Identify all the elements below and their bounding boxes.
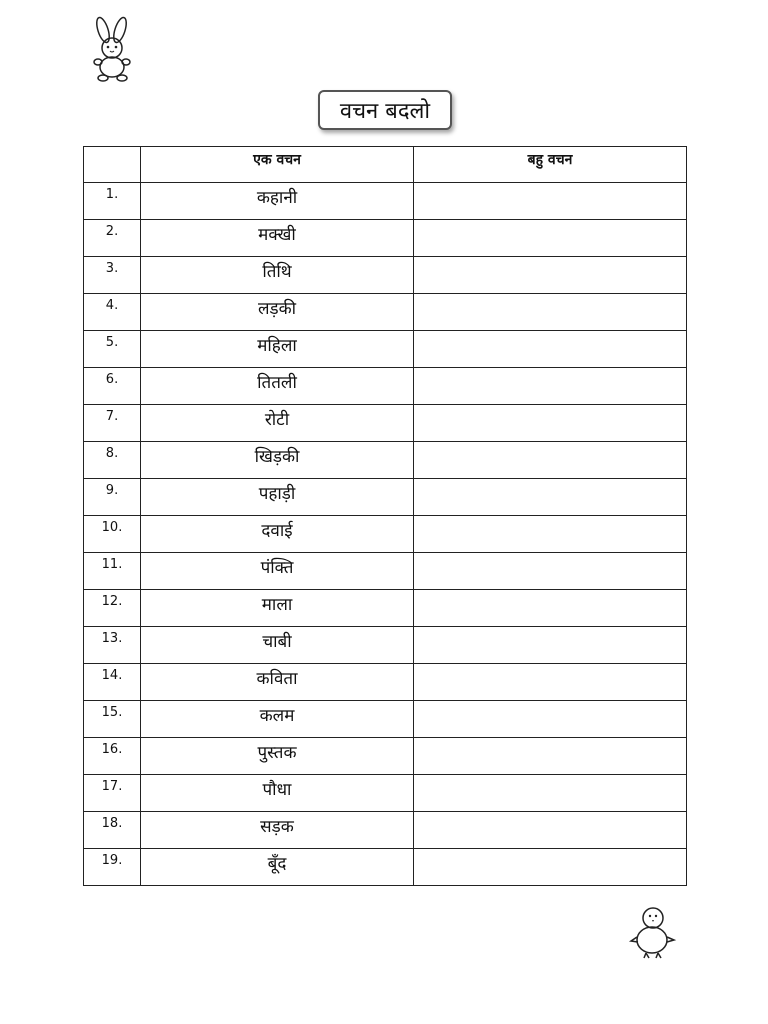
row-number: 1. bbox=[84, 183, 141, 220]
plural-answer-cell[interactable] bbox=[414, 405, 687, 442]
singular-word: रोटी bbox=[141, 405, 414, 442]
singular-word: पुस्तक bbox=[141, 738, 414, 775]
row-number: 14. bbox=[84, 664, 141, 701]
singular-word: तिथि bbox=[141, 257, 414, 294]
plural-answer-cell[interactable] bbox=[414, 775, 687, 812]
plural-answer-cell[interactable] bbox=[414, 553, 687, 590]
row-number: 12. bbox=[84, 590, 141, 627]
singular-word: खिड़की bbox=[141, 442, 414, 479]
singular-word: पंक्ति bbox=[141, 553, 414, 590]
plural-answer-cell[interactable] bbox=[414, 183, 687, 220]
plural-answer-cell[interactable] bbox=[414, 516, 687, 553]
singular-word: तितली bbox=[141, 368, 414, 405]
table-row bbox=[84, 368, 687, 405]
row-number: 5. bbox=[84, 331, 141, 368]
table-row bbox=[84, 442, 687, 479]
singular-word: पहाड़ी bbox=[141, 479, 414, 516]
table-row bbox=[84, 849, 687, 886]
plural-answer-cell[interactable] bbox=[414, 738, 687, 775]
plural-answer-cell[interactable] bbox=[414, 368, 687, 405]
table-row bbox=[84, 590, 687, 627]
bunny-icon bbox=[86, 16, 138, 84]
plural-answer-cell[interactable] bbox=[414, 220, 687, 257]
row-number: 13. bbox=[84, 627, 141, 664]
table-row bbox=[84, 405, 687, 442]
table-row bbox=[84, 553, 687, 590]
row-number: 4. bbox=[84, 294, 141, 331]
table-row bbox=[84, 479, 687, 516]
table-row bbox=[84, 701, 687, 738]
singular-word: माला bbox=[141, 590, 414, 627]
table-row bbox=[84, 738, 687, 775]
table-row bbox=[84, 220, 687, 257]
singular-word: चाबी bbox=[141, 627, 414, 664]
singular-word: पौधा bbox=[141, 775, 414, 812]
singular-word: बूँद bbox=[141, 849, 414, 886]
table-header-row bbox=[84, 147, 687, 183]
singular-word: मक्खी bbox=[141, 220, 414, 257]
plural-answer-cell[interactable] bbox=[414, 479, 687, 516]
plural-answer-cell[interactable] bbox=[414, 590, 687, 627]
row-number: 3. bbox=[84, 257, 141, 294]
header-number bbox=[84, 147, 141, 183]
plural-answer-cell[interactable] bbox=[414, 664, 687, 701]
row-number: 8. bbox=[84, 442, 141, 479]
row-number: 15. bbox=[84, 701, 141, 738]
plural-answer-cell[interactable] bbox=[414, 627, 687, 664]
singular-word: दवाई bbox=[141, 516, 414, 553]
row-number: 10. bbox=[84, 516, 141, 553]
row-number: 17. bbox=[84, 775, 141, 812]
header-plural: बहु वचन bbox=[414, 147, 687, 183]
singular-word: कलम bbox=[141, 701, 414, 738]
singular-word: लड़की bbox=[141, 294, 414, 331]
row-number: 18. bbox=[84, 812, 141, 849]
row-number: 19. bbox=[84, 849, 141, 886]
row-number: 11. bbox=[84, 553, 141, 590]
plural-answer-cell[interactable] bbox=[414, 849, 687, 886]
table-row bbox=[84, 516, 687, 553]
singular-word: कविता bbox=[141, 664, 414, 701]
worksheet-table bbox=[83, 146, 687, 886]
singular-word: सड़क bbox=[141, 812, 414, 849]
row-number: 2. bbox=[84, 220, 141, 257]
row-number: 6. bbox=[84, 368, 141, 405]
table-row bbox=[84, 294, 687, 331]
table-row bbox=[84, 775, 687, 812]
plural-answer-cell[interactable] bbox=[414, 442, 687, 479]
singular-word: महिला bbox=[141, 331, 414, 368]
plural-answer-cell[interactable] bbox=[414, 812, 687, 849]
plural-answer-cell[interactable] bbox=[414, 257, 687, 294]
table-row bbox=[84, 812, 687, 849]
row-number: 9. bbox=[84, 479, 141, 516]
table-row bbox=[84, 664, 687, 701]
row-number: 7. bbox=[84, 405, 141, 442]
page-title: वचन बदलो bbox=[318, 90, 452, 130]
chick-icon bbox=[628, 904, 678, 960]
plural-answer-cell[interactable] bbox=[414, 331, 687, 368]
table-row bbox=[84, 257, 687, 294]
singular-word: कहानी bbox=[141, 183, 414, 220]
table-row bbox=[84, 627, 687, 664]
row-number: 16. bbox=[84, 738, 141, 775]
plural-answer-cell[interactable] bbox=[414, 294, 687, 331]
plural-answer-cell[interactable] bbox=[414, 701, 687, 738]
table-row bbox=[84, 331, 687, 368]
table-row bbox=[84, 183, 687, 220]
header-singular: एक वचन bbox=[141, 147, 414, 183]
